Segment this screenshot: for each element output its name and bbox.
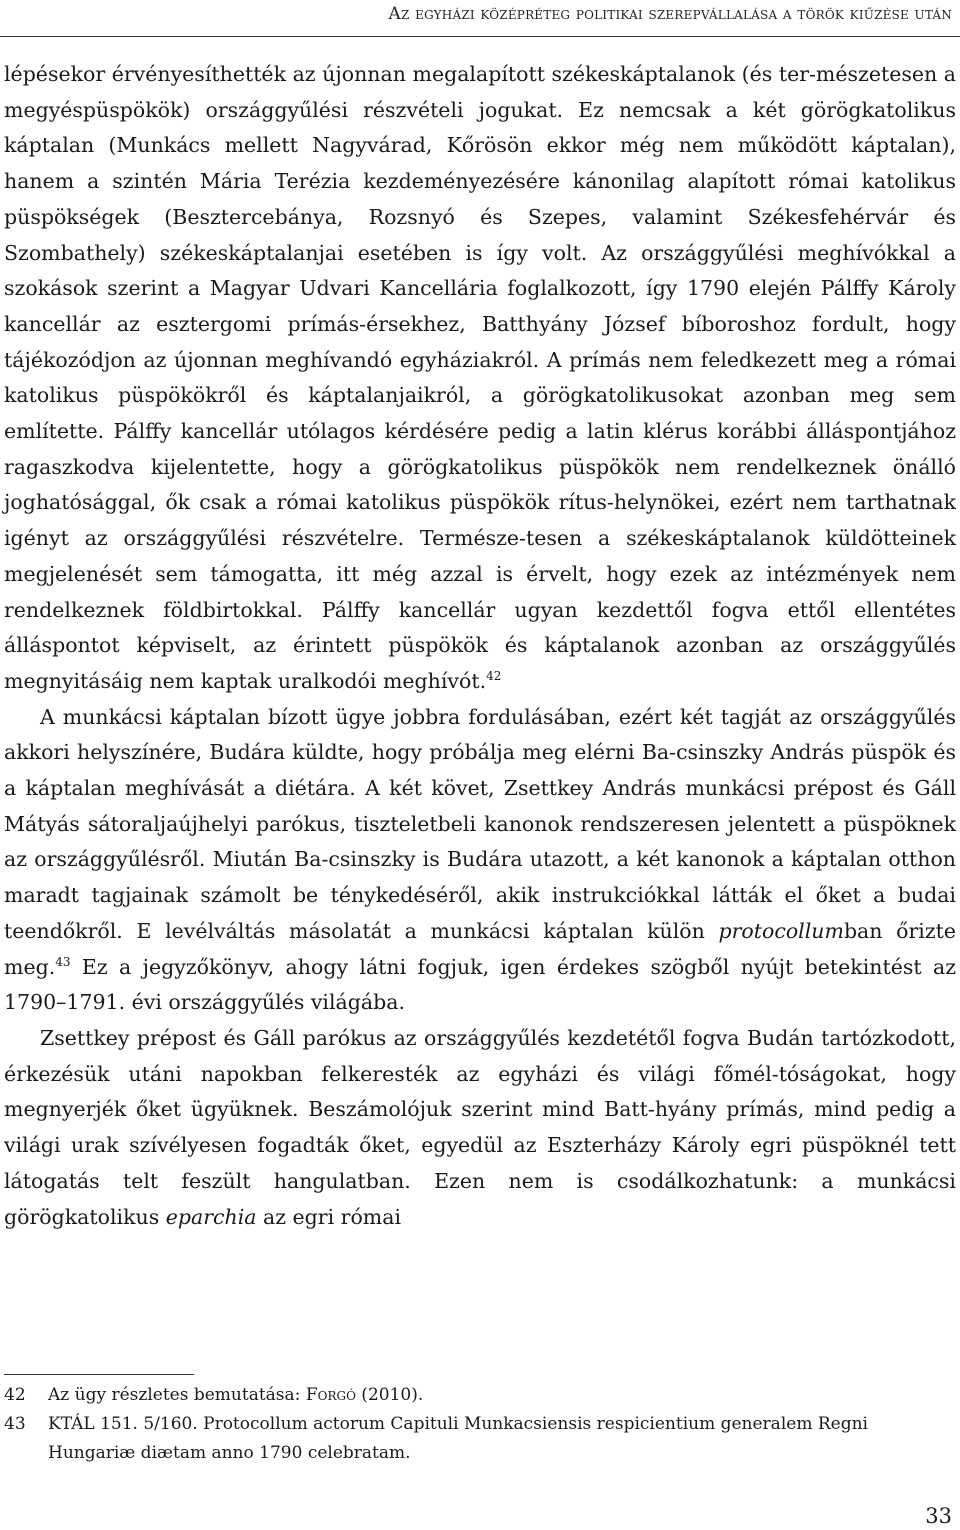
running-header: Az egyházi középréteg politikai szerepvállalása a török kiűzése után: [388, 4, 952, 24]
paragraph-2-italic: protocollum: [718, 918, 844, 943]
footnote-number: 43: [4, 1414, 26, 1434]
paragraph-2-text-a: A munkácsi káptalan bízott ügye jobbra fordulásában, ezért két tagját az országgyűlés akkori helyszínére, Budára küldte, hogy próbálja meg elérni Ba-csinszky András püspök és a káptalan meghívását a diétára. A két követ, Zsettkey András munkácsi prépost és Gáll Mátyás sátoraljaújhelyi parókus, tiszteletbeli kanonok rendszeresen jelentett a püspöknek az országgyűlésről. Miután Ba-csinszky is Budára utazott, a két kanonok a káptalan otthon maradt tagjainak számolt be ténykedéséről, akik instrukciókkal látták el őket a budai teendőkről. E levélváltás másolatát a munkácsi káptalan külön: [4, 704, 956, 943]
paragraph-3-italic: eparchia: [165, 1204, 257, 1229]
footnote-text-b: (2010).: [355, 1385, 424, 1405]
paragraph-3-text-a: Zsettkey prépost és Gáll parókus az országgyűlés kezdetétől fogva Budán tartózkodott, érkezésük utáni napokban felkeresték az egyházi és világi főmél-tóságokat, hogy megnyerjék őket ügyüknek. Beszámolójuk szerint mind Batt-hyány prímás, mind pedig a világi urak szívélyesen fogadták őket, egyedül az Eszterházy Károly egri püspöknél tett látogatás telt feszült hangulatban. Ezen nem is csodálkozhatunk: a munkácsi görögkatolikus: [4, 1025, 956, 1229]
paragraph-3: [4, 1021, 956, 1235]
paragraph-3-text-b: az egri római: [256, 1204, 402, 1229]
footnote-ref-43[interactable]: 43: [55, 954, 71, 969]
footnote-text: KTÁL 151. 5/160. Protocollum actorum Capituli Munkacsiensis respicientium generalem Regni Hungariæ diætam anno 1790 celebratam.: [48, 1414, 868, 1463]
footnote-42: [4, 1381, 956, 1410]
paragraph-2-text-c: Ez a jegyzőkönyv, ahogy látni fogjuk, igen érdekes szögből nyújt betekintést az 1790–1791. évi országgyűlés világába.: [4, 954, 956, 1015]
paragraph-2: [4, 700, 956, 1021]
footnote-author: Forgó: [305, 1385, 356, 1405]
footnote-ref-42[interactable]: 42: [486, 669, 502, 684]
footnotes: [4, 1381, 956, 1468]
paragraph-1: [4, 57, 956, 700]
footnote-text: [48, 1381, 956, 1410]
footnote-43: [4, 1410, 956, 1468]
header-divider: [0, 36, 960, 37]
footnote-number: 42: [4, 1385, 26, 1405]
footnote-text-a: Az ügy részletes bemutatása:: [48, 1385, 306, 1405]
paragraph-2-text-b: ban őrizte meg.: [4, 918, 957, 979]
paragraph-1-text: lépésekor érvényesíthették az újonnan megalapított székeskáptalanok (és ter-mészetesen a megyéspüspökök) országgyűlési részvételi jogukat. Ez nemcsak a két görögkatolikus káptalan (Munkács mellett Nagyvárad, Kőrösön ekkor még nem működött káptalan), hanem a szintén Mária Terézia kezdeményezésére kánonilag alapított római katolikus püspökségek (Besztercebánya, Rozsnyó és Szepes, valamint Székesfehérvár és Szombathely) székeskáptalanjai esetében is így volt. Az országgyűlési meghívókkal a szokások szerint a Magyar Udvari Kancellária foglalkozott, így 1790 elején Pálffy Károly kancellár az esztergomi prímás-érsekhez, Batthyány József bíboroshoz fordult, hogy tájékozódjon az újonnan meghívandó egyháziakról. A prímás nem feledkezett meg a római katolikus püspökökről és káptalanjaikról, a görögkatolikusokat azonban meg sem említette. Pálffy kancellár utólagos kérdésére pedig a latin klérus korábbi álláspontjához ragaszkodva kijelentette, hogy a görögkatolikus püspökök nem rendelkeznek önálló joghatósággal, ők csak a római katolikus püspökök rítus-helynökei, ezért nem tarthatnak igényt az országgyűlési részvételre. Természe-tesen a székeskáptalanok küldötteinek megjelenését sem támogatta, itt még azzal is érvelt, hogy ezek az intézmények nem rendelkeznek földbirtokkal. Pálffy kancellár ugyan kezdettől fogva ettől ellentétes álláspontot képviselt, az érintett püspökök és káptalanok azonban az országgyűlés megnyitásáig nem kaptak uralkodói meghívót.: [4, 62, 956, 693]
footnote-divider: [4, 1374, 194, 1375]
main-text: [4, 57, 956, 1235]
page-number: 33: [925, 1504, 952, 1528]
